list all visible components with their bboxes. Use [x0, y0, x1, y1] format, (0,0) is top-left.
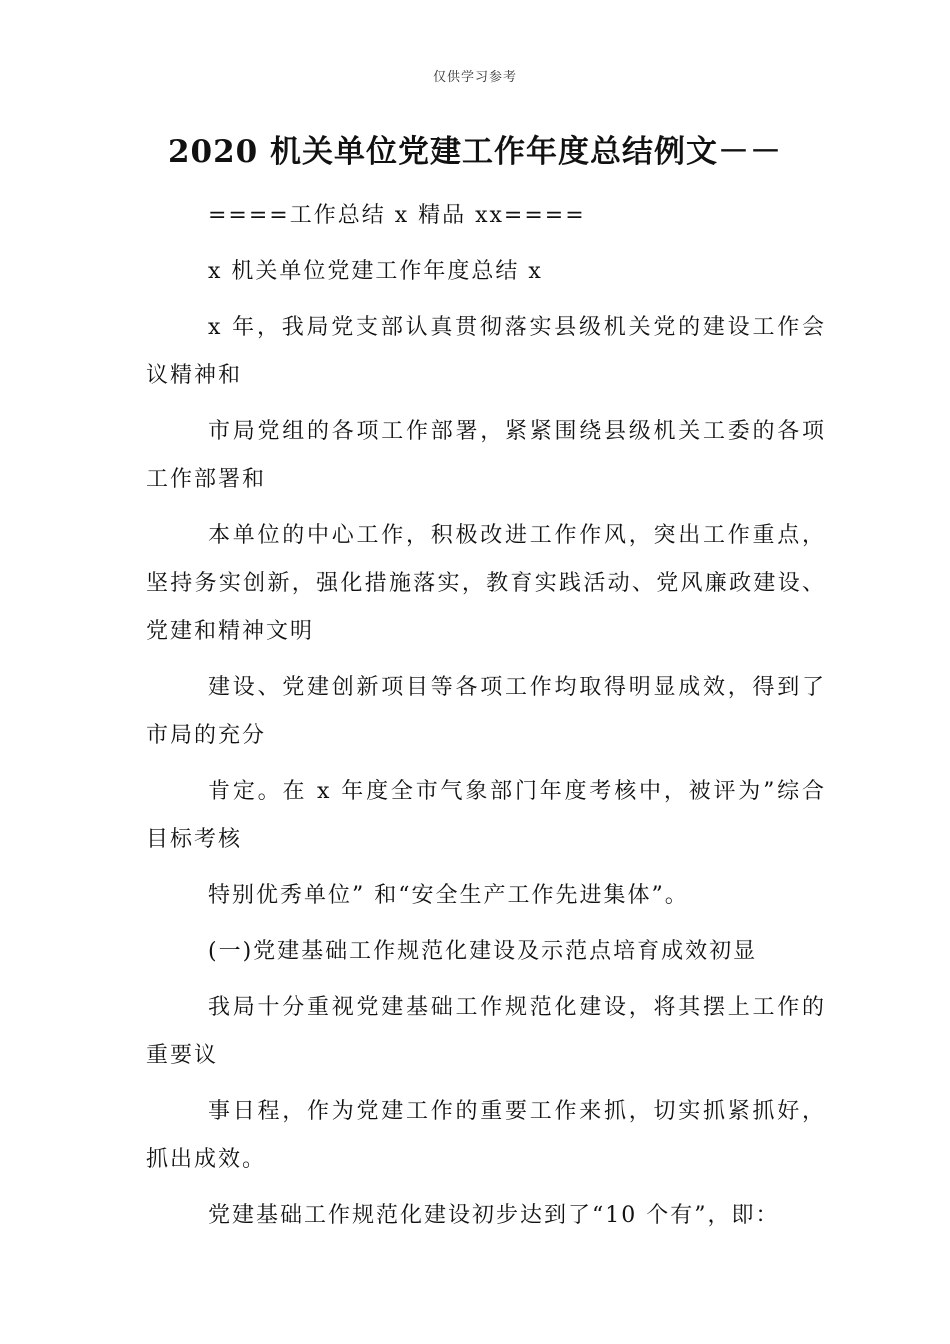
document-title: 2020 机关单位党建工作年度总结例文－－ — [167, 134, 783, 170]
section-heading: (一)党建基础工作规范化建设及示范点培育成效初显 — [208, 939, 758, 964]
header-note: 仅供学习参考 — [432, 70, 517, 85]
paragraph: ====工作总结 x 精品 xx==== — [208, 203, 586, 228]
paragraph: 本单位的中心工作，积极改进工作作风，突出工作重点，坚持务实创新，强化措施落实，教育实践活动、党风廉政建设、党建和精神文明 — [146, 523, 826, 644]
paragraph: 我局十分重视党建基础工作规范化建设，将其摆上工作的重要议 — [146, 995, 826, 1068]
document-body — [146, 192, 826, 1248]
paragraph: 肯定。在 x 年度全市气象部门年度考核中，被评为”综合目标考核 — [146, 779, 826, 852]
paragraph: 党建基础工作规范化建设初步达到了“10 个有”，即： — [208, 1203, 780, 1228]
paragraph: x 年，我局党支部认真贯彻落实县级机关党的建设工作会议精神和 — [146, 315, 826, 388]
paragraph: x 机关单位党建工作年度总结 x — [208, 259, 543, 284]
paragraph: 事日程，作为党建工作的重要工作来抓，切实抓紧抓好，抓出成效。 — [146, 1099, 826, 1172]
paragraph: 特别优秀单位” 和“安全生产工作先进集体”。 — [208, 883, 689, 908]
paragraph: 建设、党建创新项目等各项工作均取得明显成效，得到了市局的充分 — [146, 675, 826, 748]
paragraph: 市局党组的各项工作部署，紧紧围绕县级机关工委的各项工作部署和 — [146, 419, 826, 492]
